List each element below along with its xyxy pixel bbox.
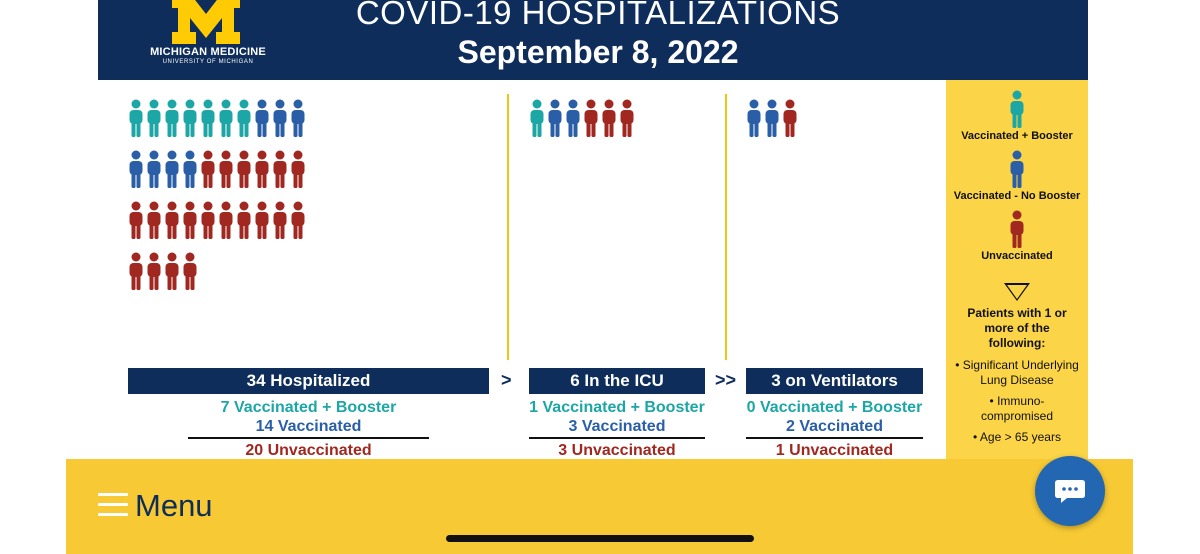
person-icon — [164, 98, 180, 138]
icon-row — [128, 200, 306, 240]
person-icon — [601, 98, 617, 138]
ventilators-booster: 0 Vaccinated + Booster — [746, 399, 923, 416]
icu-rule — [529, 437, 705, 439]
legend-panel — [946, 80, 1088, 470]
person-icon — [782, 98, 798, 138]
person-icon — [236, 149, 252, 189]
person-icon — [529, 98, 545, 138]
ventilators-unvaccinated: 1 Unvaccinated — [775, 442, 894, 459]
person-icon — [236, 98, 252, 138]
hospitalized-unvaccinated: 20 Unvaccinated — [245, 442, 372, 459]
person-icon — [272, 200, 288, 240]
infographic-header — [98, 0, 1088, 80]
unvaccinated-person-icon — [1009, 209, 1025, 249]
person-icon — [236, 200, 252, 240]
legend-condition-age: • Age > 65 years — [973, 430, 1061, 444]
person-icon — [146, 251, 162, 291]
icon-row — [746, 98, 798, 138]
person-icon — [583, 98, 599, 138]
person-icon — [146, 200, 162, 240]
person-icon — [182, 251, 198, 291]
person-icon — [200, 98, 216, 138]
person-icon — [128, 251, 144, 291]
person-icon — [182, 98, 198, 138]
person-icon — [290, 149, 306, 189]
arrow-separator: > — [501, 370, 512, 390]
icu-booster: 1 Vaccinated + Booster — [529, 399, 705, 416]
booster-person-icon — [1009, 89, 1025, 129]
person-icon — [565, 98, 581, 138]
hamburger-icon[interactable] — [98, 493, 128, 517]
person-icon — [182, 200, 198, 240]
person-icon — [218, 98, 234, 138]
icon-row — [128, 251, 198, 291]
icon-row — [128, 98, 306, 138]
legend-booster: Vaccinated + Booster — [961, 130, 1073, 142]
home-indicator — [446, 535, 754, 542]
person-icon — [128, 200, 144, 240]
person-icon — [764, 98, 780, 138]
icon-row — [128, 149, 306, 189]
legend-conditions — [954, 358, 1080, 451]
person-icon — [218, 149, 234, 189]
legend-condition-immuno: • Immuno-compromised — [980, 394, 1054, 423]
hospitalized-booster: 7 Vaccinated + Booster — [220, 399, 397, 416]
divider-ventilators — [725, 94, 727, 360]
legend-condition-lung: • Significant Underlying Lung Disease — [955, 358, 1079, 387]
person-icon — [182, 149, 198, 189]
person-icon — [254, 200, 270, 240]
icon-row — [529, 98, 635, 138]
double-arrow-separator: >> — [715, 370, 737, 390]
person-icon — [254, 149, 270, 189]
person-icon — [272, 98, 288, 138]
infographic — [98, 0, 1088, 470]
person-icon — [164, 251, 180, 291]
ventilators-rule — [746, 437, 923, 439]
person-icon — [218, 200, 234, 240]
menu-button[interactable]: Menu — [135, 488, 213, 523]
logo-name: MICHIGAN MEDICINE — [150, 46, 266, 58]
person-icon — [146, 149, 162, 189]
report-date: September 8, 2022 — [457, 34, 739, 70]
ventilators-label: 3 on Ventilators — [746, 368, 923, 394]
chat-button[interactable] — [1035, 456, 1105, 526]
legend-heading: Patients with 1 or more of the following: — [967, 306, 1067, 350]
page-title: COVID-19 HOSPITALIZATIONS — [355, 0, 841, 31]
icu-vaccinated: 3 Vaccinated — [568, 418, 666, 435]
block-m-logo — [166, 0, 246, 48]
chat-bubble-icon — [1035, 456, 1105, 526]
hospitalized-vaccinated: 14 Vaccinated — [255, 418, 362, 435]
person-icon — [619, 98, 635, 138]
person-icon — [290, 200, 306, 240]
person-icon — [164, 149, 180, 189]
person-icon — [128, 98, 144, 138]
ventilators-vaccinated: 2 Vaccinated — [786, 418, 883, 435]
person-icon — [746, 98, 762, 138]
person-icon — [164, 200, 180, 240]
person-icon — [200, 149, 216, 189]
hospitalized-label: 34 Hospitalized — [128, 368, 489, 394]
logo-wordmark — [148, 46, 268, 65]
person-icon — [146, 98, 162, 138]
person-icon — [128, 149, 144, 189]
legend-no-booster: Vaccinated - No Booster — [953, 190, 1081, 202]
hospitalized-rule — [188, 437, 429, 439]
person-icon — [200, 200, 216, 240]
no-booster-person-icon — [1009, 149, 1025, 189]
legend-unvaccinated: Unvaccinated — [981, 250, 1053, 262]
person-icon — [254, 98, 270, 138]
icu-label: 6 In the ICU — [529, 368, 705, 394]
person-icon — [547, 98, 563, 138]
person-icon — [290, 98, 306, 138]
divider-icu — [507, 94, 509, 360]
logo-subtitle: UNIVERSITY OF MICHIGAN — [162, 59, 254, 65]
icu-unvaccinated: 3 Unvaccinated — [558, 442, 676, 459]
person-icon — [272, 149, 288, 189]
